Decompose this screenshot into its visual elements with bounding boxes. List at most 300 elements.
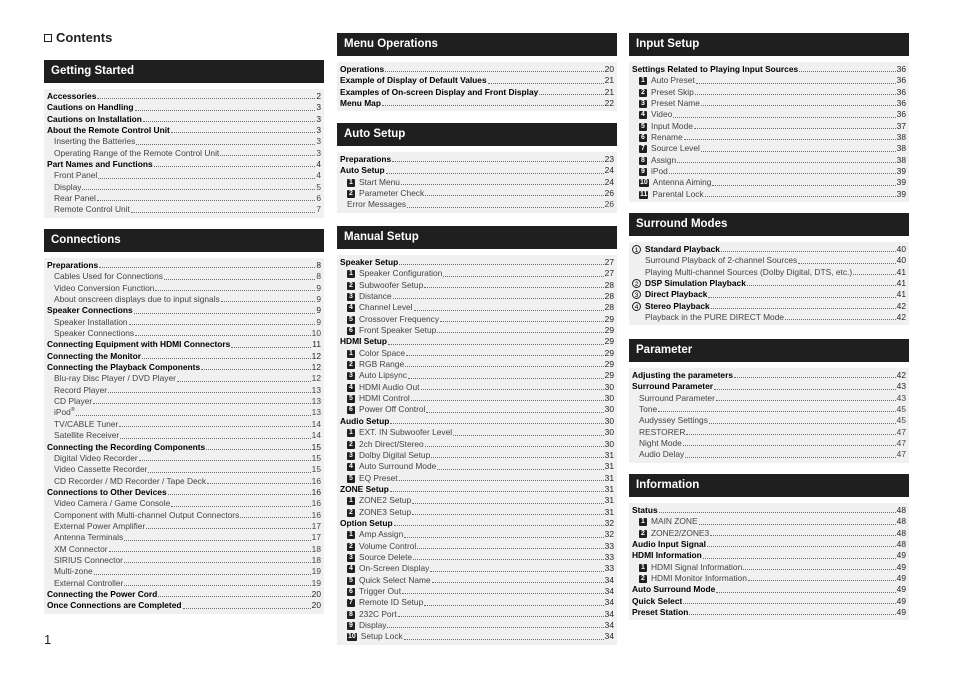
toc-entry-title xyxy=(340,257,398,268)
step-number-badge: 6 xyxy=(639,134,647,142)
toc-entry-title xyxy=(47,589,157,600)
toc-page-number: 49 xyxy=(896,550,906,561)
toc-page-number: 34 xyxy=(604,585,614,596)
toc-page-number: 16 xyxy=(311,475,321,486)
toc-list xyxy=(629,368,909,463)
toc-entry-title xyxy=(347,439,424,450)
dot-leader xyxy=(696,83,896,84)
toc-entry xyxy=(47,589,321,600)
circled-number-badge: 3 xyxy=(632,290,641,299)
section-menu-operations xyxy=(337,33,617,111)
step-number-badge: 2 xyxy=(347,509,355,517)
toc-entry-title xyxy=(54,544,108,555)
dot-leader xyxy=(206,449,310,450)
toc-entry xyxy=(47,453,321,464)
toc-page-number: 27 xyxy=(604,257,614,267)
toc-page-number: 30 xyxy=(604,427,614,438)
toc-entry xyxy=(632,87,906,98)
toc-entry xyxy=(340,325,614,336)
page-title xyxy=(44,30,112,45)
toc-entry xyxy=(632,312,906,323)
toc-entry-text: Surround Parameter xyxy=(639,392,715,403)
toc-entry-title xyxy=(639,75,695,86)
toc-page-number: 18 xyxy=(311,554,321,565)
step-number-badge: 8 xyxy=(639,157,647,165)
toc-entry-text: HDMI Control xyxy=(359,393,410,404)
toc-entry xyxy=(47,476,321,487)
toc-entry-title xyxy=(347,370,407,381)
toc-entry-title xyxy=(632,381,713,392)
toc-entry-text: Adjusting the parameters xyxy=(632,370,733,380)
dot-leader xyxy=(431,457,603,458)
dot-leader xyxy=(390,491,604,492)
step-number-badge: 2 xyxy=(347,282,355,290)
toc-entry-text: Display xyxy=(54,181,82,192)
toc-entry-text: External Power Amplifier xyxy=(54,520,146,531)
toc-entry-title xyxy=(54,328,134,339)
toc-page-number: 18 xyxy=(311,543,321,554)
step-number-badge: 5 xyxy=(347,475,355,483)
dot-leader xyxy=(411,400,604,401)
toc-entry xyxy=(340,64,614,75)
toc-entry xyxy=(47,102,321,113)
toc-entry-title xyxy=(340,98,381,109)
toc-page-number: 27 xyxy=(604,268,614,279)
step-number-badge: 5 xyxy=(347,395,355,403)
toc-entry-title xyxy=(632,244,720,255)
toc-entry-title xyxy=(639,189,704,200)
toc-entry xyxy=(632,278,906,289)
section-input-setup xyxy=(629,33,909,202)
toc-entry xyxy=(632,155,906,166)
dot-leader xyxy=(710,535,896,536)
toc-entry xyxy=(632,143,906,154)
dot-leader xyxy=(124,540,310,541)
toc-page-number: 16 xyxy=(311,509,321,520)
step-number-badge: 3 xyxy=(347,372,355,380)
toc-entry-title xyxy=(47,102,134,113)
toc-entry-title xyxy=(632,301,710,312)
toc-entry xyxy=(47,532,321,543)
toc-page-number: 40 xyxy=(896,244,906,254)
toc-page-number: 31 xyxy=(604,449,614,460)
toc-entry-text: Night Mode xyxy=(639,438,682,449)
toc-entry-text: Crossover Frequency xyxy=(359,313,440,324)
toc-entry-text: Speaker Connections xyxy=(54,328,135,339)
toc-page-number: 34 xyxy=(604,608,614,619)
toc-page-number: 9 xyxy=(316,282,321,293)
step-number-badge: 2 xyxy=(639,530,647,538)
toc-page-number: 3 xyxy=(316,102,321,113)
toc-entry-title xyxy=(54,566,93,577)
dot-leader xyxy=(708,297,895,298)
dot-leader xyxy=(424,605,603,606)
dot-leader xyxy=(82,189,315,190)
toc-entry-title xyxy=(54,271,163,282)
toc-page-number: 11 xyxy=(312,339,321,350)
toc-entry xyxy=(340,98,614,109)
dot-leader xyxy=(689,614,895,615)
toc-entry xyxy=(340,302,614,313)
dot-leader xyxy=(426,412,603,413)
toc-entry-text: Accessories xyxy=(47,91,97,101)
step-number-badge: 4 xyxy=(639,111,647,119)
toc-entry-title xyxy=(639,87,694,98)
section-heading: Getting Started xyxy=(44,60,324,83)
section-information xyxy=(629,474,909,620)
toc-entry xyxy=(47,442,321,453)
toc-entry xyxy=(340,450,614,461)
toc-page-number: 33 xyxy=(604,540,614,551)
dot-leader xyxy=(488,83,604,84)
toc-entry-text: HDMI Setup xyxy=(340,336,387,347)
toc-entry-title xyxy=(347,529,403,540)
toc-entry xyxy=(47,317,321,328)
toc-page-number: 20 xyxy=(311,588,321,599)
toc-entry-title xyxy=(54,555,123,566)
toc-entry-text: Rear Panel xyxy=(54,193,96,204)
toc-entry xyxy=(47,159,321,170)
dot-leader xyxy=(124,562,311,563)
dot-leader xyxy=(401,184,604,185)
toc-entry-title xyxy=(340,165,385,176)
dot-leader xyxy=(135,335,311,336)
toc-entry-title xyxy=(347,291,392,302)
toc-page-number: 13 xyxy=(311,396,321,407)
toc-entry-title xyxy=(347,280,423,291)
toc-page-number: 30 xyxy=(604,393,614,404)
dot-leader xyxy=(94,574,311,575)
step-number-badge: 1 xyxy=(347,270,355,278)
checkbox-bullet-icon xyxy=(44,34,52,42)
toc-page-number: 13 xyxy=(311,384,321,395)
step-number-badge: 8 xyxy=(347,611,355,619)
dot-leader xyxy=(164,279,315,280)
toc-page-number: 33 xyxy=(604,563,614,574)
dot-leader xyxy=(748,580,896,581)
toc-entry-title xyxy=(639,109,672,120)
toc-entry xyxy=(340,188,614,199)
toc-page-number: 28 xyxy=(604,279,614,290)
step-number-badge: 5 xyxy=(639,123,647,131)
toc-page-number: 38 xyxy=(896,154,906,165)
toc-entry xyxy=(340,484,614,495)
dot-leader xyxy=(453,435,604,436)
toc-entry xyxy=(632,573,906,584)
step-number-badge: 2 xyxy=(347,441,355,449)
dot-leader xyxy=(221,301,316,302)
toc-page-number: 9 xyxy=(316,316,321,327)
dot-leader xyxy=(716,592,895,593)
toc-entry-text: Subwoofer Setup xyxy=(359,279,424,290)
section-heading: Manual Setup xyxy=(337,226,617,249)
toc-page-number: 10 xyxy=(311,328,321,339)
toc-page-number: 45 xyxy=(896,415,906,426)
toc-entry xyxy=(632,528,906,539)
dot-leader xyxy=(158,596,310,597)
dot-leader xyxy=(134,313,316,314)
toc-entry-title xyxy=(347,404,425,415)
toc-entry-text: Operations xyxy=(340,64,385,74)
dot-leader xyxy=(139,460,311,461)
toc-entry-title xyxy=(54,476,206,487)
dot-leader xyxy=(135,110,316,111)
toc-entry-title xyxy=(632,596,682,607)
toc-entry xyxy=(47,114,321,125)
toc-entry xyxy=(47,148,321,159)
toc-entry-title xyxy=(639,177,711,188)
dot-leader xyxy=(424,287,603,288)
toc-entry-title xyxy=(347,177,400,188)
toc-page-number: 14 xyxy=(311,418,321,429)
toc-page-number: 47 xyxy=(896,426,906,437)
dot-leader xyxy=(686,434,895,435)
toc-entry-text: Example of Display of Default Values xyxy=(340,75,487,86)
toc-entry xyxy=(47,362,321,373)
toc-page-number: 38 xyxy=(896,143,906,154)
toc-page-number: 16 xyxy=(311,486,321,497)
toc-entry xyxy=(47,487,321,498)
toc-entry xyxy=(632,438,906,449)
toc-entry-text: 2ch Direct/Stereo xyxy=(359,438,424,449)
toc-entry-title xyxy=(347,314,439,325)
toc-entry-text: Power Off Control xyxy=(359,404,426,415)
toc-page-number: 21 xyxy=(604,75,614,86)
toc-entry-title xyxy=(47,159,153,170)
toc-page-number: 19 xyxy=(311,577,321,588)
toc-entry-title xyxy=(347,597,423,608)
toc-entry-title xyxy=(54,419,118,430)
dot-leader xyxy=(382,105,604,106)
dot-leader xyxy=(207,483,311,484)
toc-page-number: 49 xyxy=(896,607,906,618)
toc-entry-text: iPod xyxy=(651,166,668,177)
step-number-badge: 1 xyxy=(639,564,647,572)
toc-page-number: 3 xyxy=(316,113,321,124)
toc-page-number: 28 xyxy=(604,291,614,302)
dot-leader xyxy=(425,195,604,196)
dot-leader xyxy=(673,117,895,118)
toc-entry-title xyxy=(632,278,746,289)
dot-leader xyxy=(109,551,311,552)
toc-entry xyxy=(632,301,906,312)
dot-leader xyxy=(421,389,604,390)
page-title-text: Contents xyxy=(56,30,113,45)
toc-page-number: 31 xyxy=(604,483,614,494)
toc-entry-text: Record Player xyxy=(54,384,108,395)
dot-leader xyxy=(154,166,316,167)
toc-entry xyxy=(340,609,614,620)
toc-page-number: 36 xyxy=(896,98,906,109)
toc-page-number: 31 xyxy=(604,506,614,517)
dot-leader xyxy=(168,494,311,495)
toc-page-number: 12 xyxy=(311,362,321,373)
toc-entry-title xyxy=(54,464,147,475)
dot-leader xyxy=(659,512,896,513)
toc-entry-title xyxy=(347,393,410,404)
toc-entry-text: Assign xyxy=(651,154,677,165)
dot-leader xyxy=(148,472,310,473)
toc-page-number: 36 xyxy=(896,64,906,74)
section-surround-modes xyxy=(629,213,909,325)
toc-page-number: 15 xyxy=(311,441,321,452)
toc-entry-text: Source Delete xyxy=(359,551,413,562)
dot-leader xyxy=(413,559,604,560)
toc-entry-title xyxy=(347,461,436,472)
toc-entry-text: Digital Video Recorder xyxy=(54,452,138,463)
step-number-badge: 4 xyxy=(347,565,355,573)
dot-leader xyxy=(430,571,603,572)
toc-list xyxy=(629,62,909,202)
dot-leader xyxy=(443,276,603,277)
toc-entry xyxy=(340,280,614,291)
toc-page-number: 23 xyxy=(604,154,614,164)
toc-entry-title xyxy=(347,552,412,563)
toc-entry-title xyxy=(632,607,688,618)
toc-entry-text: DSP Simulation Playback xyxy=(645,278,746,289)
toc-entry-title xyxy=(639,166,668,177)
toc-entry xyxy=(47,521,321,532)
dot-leader xyxy=(417,548,603,549)
toc-entry-title xyxy=(639,415,708,426)
dot-leader xyxy=(425,446,604,447)
toc-entry xyxy=(340,314,614,325)
section-getting-started xyxy=(44,60,324,218)
toc-entry-title xyxy=(632,550,702,561)
toc-page-number: 36 xyxy=(896,86,906,97)
toc-entry-title xyxy=(54,373,176,384)
toc-entry-text: Audyssey Settings xyxy=(639,415,708,426)
toc-entry xyxy=(47,510,321,521)
toc-entry xyxy=(632,166,906,177)
toc-entry-title xyxy=(639,516,698,527)
toc-page-number: 29 xyxy=(604,359,614,370)
toc-page-number: 39 xyxy=(896,177,906,188)
toc-entry-title xyxy=(639,132,683,143)
toc-entry-title xyxy=(347,575,431,586)
toc-entry-title xyxy=(340,518,393,529)
toc-page-number: 29 xyxy=(604,325,614,336)
step-number-badge: 1 xyxy=(347,350,355,358)
toc-page-number: 20 xyxy=(311,600,321,611)
toc-page-number: 39 xyxy=(896,166,906,177)
toc-page-number: 31 xyxy=(604,461,614,472)
toc-entry-title xyxy=(47,125,170,136)
dot-leader xyxy=(388,344,604,345)
toc-page-number: 15 xyxy=(311,452,321,463)
section-heading: Parameter xyxy=(629,339,909,362)
toc-entry-title xyxy=(645,312,784,323)
dot-leader xyxy=(76,415,311,416)
toc-entry-title xyxy=(645,267,852,278)
toc-entry xyxy=(340,586,614,597)
dot-leader xyxy=(146,528,310,529)
toc-entry xyxy=(632,449,906,460)
toc-page-number: 47 xyxy=(896,438,906,449)
toc-page-number: 47 xyxy=(896,449,906,460)
step-number-badge: 10 xyxy=(640,179,648,187)
toc-entry-text: Blu-ray Disc Player / DVD Player xyxy=(54,373,176,384)
toc-entry-text: Remote ID Setup xyxy=(359,597,424,608)
toc-entry-title xyxy=(639,121,693,132)
toc-entry-text: Auto Surround Mode xyxy=(632,584,716,595)
step-number-badge: 6 xyxy=(347,327,355,335)
dot-leader xyxy=(699,524,896,525)
toc-entry xyxy=(47,305,321,316)
toc-entry-text: Antenna Terminals xyxy=(54,532,124,543)
dot-leader xyxy=(387,627,603,628)
toc-page-number: 36 xyxy=(896,109,906,120)
toc-entry-text: Auto Lipsync xyxy=(359,370,407,381)
circled-number-badge: 2 xyxy=(632,279,641,288)
dot-leader xyxy=(97,200,315,201)
step-number-badge: 1 xyxy=(347,429,355,437)
toc-page-number: 42 xyxy=(896,300,906,311)
toc-entry-title xyxy=(639,404,657,415)
toc-page-number: 42 xyxy=(896,370,906,380)
toc-entry-text: Surround Parameter xyxy=(632,381,713,392)
toc-entry xyxy=(47,294,321,305)
dot-leader xyxy=(695,94,896,95)
toc-entry-text: HDMI Monitor Information xyxy=(651,573,747,584)
dot-leader xyxy=(437,332,603,333)
toc-entry-text: CD Player xyxy=(54,396,93,407)
toc-entry-title xyxy=(347,359,404,370)
toc-entry-text: Component with Multi-channel Output Connectors xyxy=(54,509,240,520)
step-number-badge: 7 xyxy=(639,145,647,153)
toc-page-number: 29 xyxy=(604,313,614,324)
toc-list xyxy=(44,89,324,218)
toc-entry xyxy=(340,507,614,518)
toc-entry-text: HDMI Audio Out xyxy=(359,381,420,392)
toc-entry xyxy=(632,98,906,109)
toc-page-number: 34 xyxy=(604,631,614,642)
toc-page-number: 43 xyxy=(896,381,906,392)
dot-leader xyxy=(412,503,604,504)
toc-entry-text: Multi-zone xyxy=(54,566,93,577)
toc-entry-title xyxy=(632,505,658,516)
toc-page-number: 8 xyxy=(316,271,321,282)
section-manual-setup xyxy=(337,226,617,645)
section-parameter xyxy=(629,339,909,463)
dot-leader xyxy=(709,423,896,424)
toc-entry xyxy=(340,87,614,98)
toc-page-number: 4 xyxy=(316,159,321,170)
dot-leader xyxy=(683,445,896,446)
toc-entry-text: Audio Setup xyxy=(340,415,390,426)
toc-entry-text: Channel Level xyxy=(359,302,413,313)
dot-leader xyxy=(404,537,603,538)
toc-page-number: 29 xyxy=(604,336,614,347)
dot-leader xyxy=(183,608,311,609)
toc-entry-text: External Controller xyxy=(54,577,124,588)
step-number-badge: 1 xyxy=(347,497,355,505)
toc-entry-title xyxy=(54,407,75,418)
toc-entry-title xyxy=(347,609,397,620)
section-heading: Menu Operations xyxy=(337,33,617,56)
toc-entry xyxy=(47,283,321,294)
toc-entry xyxy=(632,550,906,561)
toc-entry-text: Front Panel xyxy=(54,170,98,181)
toc-entry-title xyxy=(645,255,797,266)
dot-leader xyxy=(402,593,604,594)
dot-leader xyxy=(385,71,603,72)
toc-entry-text: Rename xyxy=(651,132,683,143)
toc-entry-text: Auto Surround Mode xyxy=(359,461,437,472)
dot-leader xyxy=(734,377,896,378)
toc-entry xyxy=(340,597,614,608)
toc-entry-title xyxy=(639,528,709,539)
